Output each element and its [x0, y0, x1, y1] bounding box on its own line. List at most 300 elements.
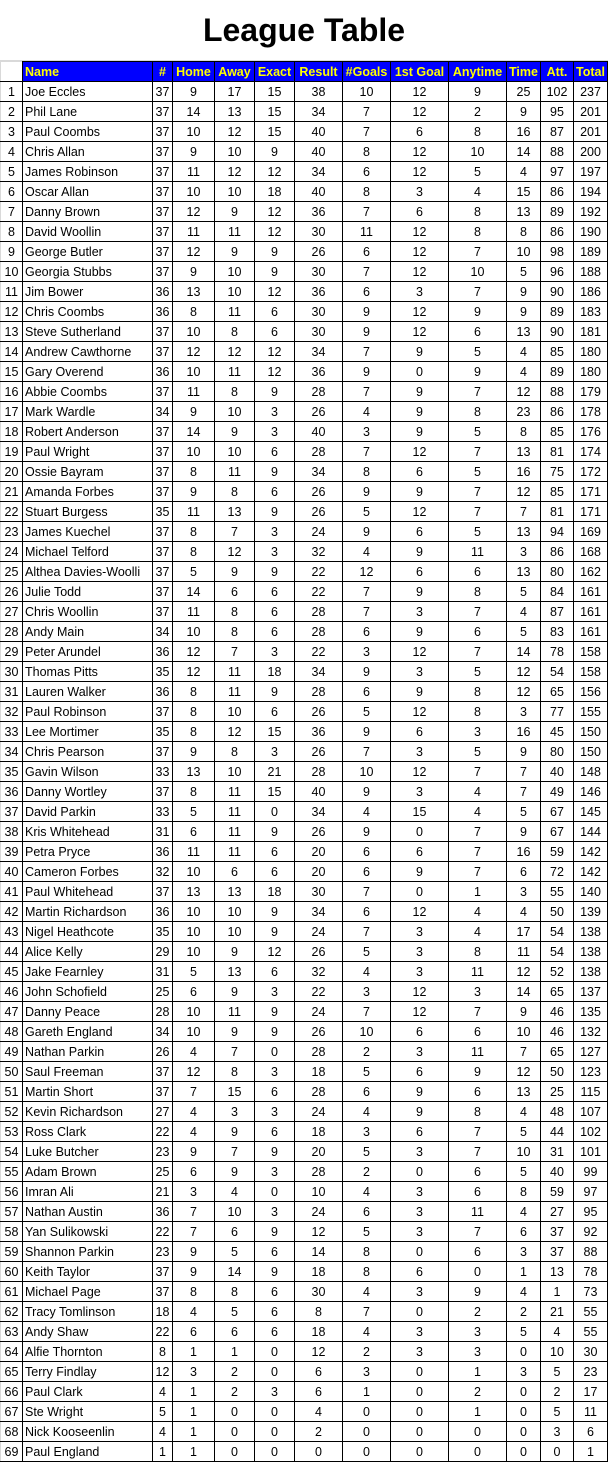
table-row [1, 1362, 608, 1382]
stat-cell: 28 [295, 442, 343, 462]
stat-cell: 7 [343, 602, 391, 622]
stat-cell: 15 [255, 82, 295, 102]
stat-cell: 31 [153, 822, 173, 842]
stat-cell: 3 [391, 922, 449, 942]
stat-cell: 11 [215, 802, 255, 822]
stat-cell: 145 [574, 802, 608, 822]
stat-cell: 6 [391, 722, 449, 742]
name-cell: Paul Whitehead [23, 882, 153, 902]
rank-cell: 6 [1, 182, 23, 202]
stat-cell: 4 [343, 802, 391, 822]
stat-cell: 37 [153, 462, 173, 482]
stat-cell: 6 [343, 842, 391, 862]
stat-cell: 34 [295, 462, 343, 482]
stat-cell: 6 [391, 1122, 449, 1142]
stat-cell: 6 [343, 682, 391, 702]
stat-cell: 83 [541, 622, 574, 642]
stat-cell: 0 [255, 1402, 295, 1422]
stat-cell: 0 [391, 1422, 449, 1442]
column-header: Total [574, 62, 608, 82]
stat-cell: 6 [173, 1322, 215, 1342]
stat-cell: 28 [295, 1082, 343, 1102]
stat-cell: 6 [343, 902, 391, 922]
stat-cell: 87 [541, 122, 574, 142]
stat-cell: 20 [295, 1142, 343, 1162]
stat-cell: 1 [449, 882, 507, 902]
stat-cell: 11 [173, 162, 215, 182]
name-cell: Saul Freeman [23, 1062, 153, 1082]
rank-cell: 19 [1, 442, 23, 462]
stat-cell: 8 [215, 602, 255, 622]
stat-cell: 94 [541, 522, 574, 542]
stat-cell: 3 [255, 982, 295, 1002]
table-row [1, 1202, 608, 1222]
rank-cell: 1 [1, 82, 23, 102]
table-row [1, 142, 608, 162]
stat-cell: 9 [173, 482, 215, 502]
stat-cell: 6 [255, 302, 295, 322]
stat-cell: 10 [173, 902, 215, 922]
stat-cell: 12 [391, 702, 449, 722]
stat-cell: 4 [343, 1322, 391, 1342]
table-row [1, 322, 608, 342]
name-cell: Abbie Coombs [23, 382, 153, 402]
stat-cell: 50 [541, 902, 574, 922]
stat-cell: 10 [173, 122, 215, 142]
stat-cell: 12 [255, 282, 295, 302]
stat-cell: 26 [295, 242, 343, 262]
table-row [1, 1182, 608, 1202]
stat-cell: 12 [391, 162, 449, 182]
stat-cell: 12 [255, 342, 295, 362]
stat-cell: 7 [449, 442, 507, 462]
rank-cell: 28 [1, 622, 23, 642]
stat-cell: 0 [255, 802, 295, 822]
name-cell: Terry Findlay [23, 1362, 153, 1382]
stat-cell: 150 [574, 722, 608, 742]
table-row [1, 842, 608, 862]
stat-cell: 5 [173, 802, 215, 822]
stat-cell: 3 [507, 542, 541, 562]
name-cell: Ross Clark [23, 1122, 153, 1142]
rank-cell: 14 [1, 342, 23, 362]
stat-cell: 8 [215, 482, 255, 502]
stat-cell: 0 [255, 1182, 295, 1202]
stat-cell: 27 [541, 1202, 574, 1222]
name-cell: James Kuechel [23, 522, 153, 542]
stat-cell: 4 [173, 1102, 215, 1122]
stat-cell: 5 [507, 1322, 541, 1342]
rank-cell: 68 [1, 1422, 23, 1442]
table-row [1, 582, 608, 602]
rank-cell: 67 [1, 1402, 23, 1422]
stat-cell: 37 [153, 342, 173, 362]
stat-cell: 1 [153, 1442, 173, 1462]
stat-cell: 8 [449, 682, 507, 702]
rank-cell: 50 [1, 1062, 23, 1082]
stat-cell: 12 [173, 202, 215, 222]
stat-cell: 9 [507, 302, 541, 322]
stat-cell: 4 [507, 1202, 541, 1222]
name-cell: George Butler [23, 242, 153, 262]
stat-cell: 12 [391, 762, 449, 782]
stat-cell: 9 [255, 382, 295, 402]
rank-cell: 7 [1, 202, 23, 222]
stat-cell: 9 [507, 822, 541, 842]
stat-cell: 1 [449, 1402, 507, 1422]
table-row [1, 762, 608, 782]
name-cell: Mark Wardle [23, 402, 153, 422]
rank-cell: 43 [1, 922, 23, 942]
stat-cell: 12 [507, 382, 541, 402]
stat-cell: 3 [507, 1362, 541, 1382]
stat-cell: 14 [215, 1262, 255, 1282]
stat-cell: 12 [255, 222, 295, 242]
stat-cell: 8 [173, 782, 215, 802]
stat-cell: 36 [153, 362, 173, 382]
name-cell: Ste Wright [23, 1402, 153, 1422]
stat-cell: 7 [449, 602, 507, 622]
table-row [1, 602, 608, 622]
stat-cell: 0 [507, 1422, 541, 1442]
stat-cell: 3 [255, 1062, 295, 1082]
table-row [1, 1162, 608, 1182]
stat-cell: 8 [343, 1262, 391, 1282]
stat-cell: 9 [215, 982, 255, 1002]
rank-cell: 25 [1, 562, 23, 582]
stat-cell: 3 [391, 182, 449, 202]
stat-cell: 81 [541, 442, 574, 462]
column-header: Time [507, 62, 541, 82]
stat-cell: 142 [574, 842, 608, 862]
stat-cell: 10 [215, 262, 255, 282]
stat-cell: 10 [449, 262, 507, 282]
stat-cell: 3 [449, 1342, 507, 1362]
stat-cell: 11 [449, 542, 507, 562]
rank-cell: 20 [1, 462, 23, 482]
stat-cell: 89 [541, 362, 574, 382]
stat-cell: 14 [507, 142, 541, 162]
stat-cell: 3 [391, 962, 449, 982]
stat-cell: 3 [449, 982, 507, 1002]
stat-cell: 3 [391, 1222, 449, 1242]
stat-cell: 12 [391, 142, 449, 162]
stat-cell: 9 [255, 902, 295, 922]
stat-cell: 3 [391, 1142, 449, 1162]
stat-cell: 9 [449, 1062, 507, 1082]
stat-cell: 20 [295, 842, 343, 862]
stat-cell: 5 [343, 1142, 391, 1162]
stat-cell: 86 [541, 542, 574, 562]
name-cell: Alfie Thornton [23, 1342, 153, 1362]
table-row [1, 1322, 608, 1342]
stat-cell: 37 [153, 1062, 173, 1082]
rank-cell: 4 [1, 142, 23, 162]
stat-cell: 10 [215, 142, 255, 162]
stat-cell: 1 [173, 1422, 215, 1442]
stat-cell: 179 [574, 382, 608, 402]
stat-cell: 7 [173, 1202, 215, 1222]
table-row [1, 742, 608, 762]
stat-cell: 150 [574, 742, 608, 762]
stat-cell: 0 [391, 1442, 449, 1462]
stat-cell: 11 [215, 782, 255, 802]
stat-cell: 7 [507, 782, 541, 802]
stat-cell: 9 [255, 1142, 295, 1162]
rank-cell: 33 [1, 722, 23, 742]
stat-cell: 40 [541, 1162, 574, 1182]
stat-cell: 5 [173, 562, 215, 582]
rank-cell: 66 [1, 1382, 23, 1402]
stat-cell: 15 [255, 102, 295, 122]
stat-cell: 12 [391, 82, 449, 102]
stat-cell: 37 [541, 1242, 574, 1262]
rank-cell: 15 [1, 362, 23, 382]
stat-cell: 7 [173, 1222, 215, 1242]
stat-cell: 189 [574, 242, 608, 262]
name-cell: Kevin Richardson [23, 1102, 153, 1122]
stat-cell: 37 [153, 102, 173, 122]
stat-cell: 3 [255, 542, 295, 562]
stat-cell: 8 [215, 742, 255, 762]
stat-cell: 7 [449, 1142, 507, 1162]
stat-cell: 11 [507, 942, 541, 962]
stat-cell: 0 [391, 362, 449, 382]
stat-cell: 158 [574, 662, 608, 682]
stat-cell: 16 [507, 462, 541, 482]
stat-cell: 3 [255, 742, 295, 762]
stat-cell: 201 [574, 122, 608, 142]
stat-cell: 6 [255, 482, 295, 502]
stat-cell: 10 [507, 242, 541, 262]
stat-cell: 3 [391, 942, 449, 962]
stat-cell: 6 [391, 122, 449, 142]
stat-cell: 15 [391, 802, 449, 822]
stat-cell: 6 [449, 1242, 507, 1262]
stat-cell: 5 [449, 462, 507, 482]
stat-cell: 9 [449, 302, 507, 322]
stat-cell: 11 [215, 842, 255, 862]
stat-cell: 6 [391, 1022, 449, 1042]
stat-cell: 34 [153, 402, 173, 422]
stat-cell: 10 [215, 702, 255, 722]
name-cell: Yan Sulikowski [23, 1222, 153, 1242]
stat-cell: 12 [173, 662, 215, 682]
rank-cell: 38 [1, 822, 23, 842]
name-cell: Stuart Burgess [23, 502, 153, 522]
stat-cell: 6 [255, 1122, 295, 1142]
stat-cell: 4 [507, 902, 541, 922]
name-cell: Lauren Walker [23, 682, 153, 702]
name-cell: Keith Taylor [23, 1262, 153, 1282]
stat-cell: 4 [343, 1282, 391, 1302]
stat-cell: 4 [153, 1382, 173, 1402]
stat-cell: 40 [295, 782, 343, 802]
stat-cell: 6 [343, 622, 391, 642]
stat-cell: 12 [173, 342, 215, 362]
stat-cell: 12 [295, 1222, 343, 1242]
stat-cell: 21 [153, 1182, 173, 1202]
stat-cell: 7 [343, 262, 391, 282]
stat-cell: 5 [215, 1242, 255, 1262]
table-row [1, 1442, 608, 1462]
stat-cell: 34 [295, 102, 343, 122]
table-row [1, 1382, 608, 1402]
table-row [1, 1042, 608, 1062]
stat-cell: 12 [391, 642, 449, 662]
stat-cell: 161 [574, 582, 608, 602]
stat-cell: 11 [173, 842, 215, 862]
stat-cell: 0 [449, 1262, 507, 1282]
stat-cell: 3 [391, 742, 449, 762]
stat-cell: 46 [541, 1002, 574, 1022]
stat-cell: 132 [574, 1022, 608, 1042]
stat-cell: 5 [507, 1122, 541, 1142]
stat-cell: 6 [255, 1302, 295, 1322]
stat-cell: 171 [574, 482, 608, 502]
stat-cell: 15 [255, 722, 295, 742]
stat-cell: 1 [507, 1262, 541, 1282]
stat-cell: 87 [541, 602, 574, 622]
name-cell: James Robinson [23, 162, 153, 182]
stat-cell: 10 [173, 862, 215, 882]
table-row [1, 702, 608, 722]
rank-cell: 31 [1, 682, 23, 702]
stat-cell: 6 [255, 842, 295, 862]
stat-cell: 8 [173, 1282, 215, 1302]
stat-cell: 12 [215, 162, 255, 182]
stat-cell: 12 [255, 202, 295, 222]
stat-cell: 0 [507, 1442, 541, 1462]
rank-cell: 17 [1, 402, 23, 422]
name-cell: Ossie Bayram [23, 462, 153, 482]
stat-cell: 13 [173, 882, 215, 902]
stat-cell: 3 [391, 662, 449, 682]
stat-cell: 11 [215, 682, 255, 702]
stat-cell: 1 [173, 1342, 215, 1362]
stat-cell: 11 [449, 1202, 507, 1222]
stat-cell: 6 [295, 1382, 343, 1402]
stat-cell: 9 [255, 822, 295, 842]
stat-cell: 8 [449, 222, 507, 242]
stat-cell: 33 [153, 762, 173, 782]
stat-cell: 0 [295, 1442, 343, 1462]
table-row [1, 182, 608, 202]
name-cell: Tracy Tomlinson [23, 1302, 153, 1322]
stat-cell: 6 [449, 1082, 507, 1102]
stat-cell: 3 [255, 1382, 295, 1402]
stat-cell: 7 [343, 122, 391, 142]
stat-cell: 24 [295, 922, 343, 942]
stat-cell: 22 [295, 642, 343, 662]
stat-cell: 9 [391, 1082, 449, 1102]
stat-cell: 37 [153, 542, 173, 562]
stat-cell: 8 [343, 462, 391, 482]
stat-cell: 7 [449, 1002, 507, 1022]
stat-cell: 4 [295, 1402, 343, 1422]
stat-cell: 4 [507, 162, 541, 182]
stat-cell: 13 [215, 502, 255, 522]
stat-cell: 0 [343, 1442, 391, 1462]
stat-cell: 6 [215, 582, 255, 602]
stat-cell: 142 [574, 862, 608, 882]
stat-cell: 127 [574, 1042, 608, 1062]
stat-cell: 37 [153, 562, 173, 582]
stat-cell: 13 [541, 1262, 574, 1282]
stat-cell: 33 [153, 802, 173, 822]
stat-cell: 34 [153, 1022, 173, 1042]
stat-cell: 9 [215, 242, 255, 262]
stat-cell: 96 [541, 262, 574, 282]
stat-cell: 13 [507, 202, 541, 222]
table-body [1, 82, 608, 1462]
stat-cell: 1 [173, 1442, 215, 1462]
table-row [1, 1402, 608, 1422]
stat-cell: 25 [507, 82, 541, 102]
stat-cell: 11 [574, 1402, 608, 1422]
stat-cell: 18 [295, 1262, 343, 1282]
table-row [1, 802, 608, 822]
stat-cell: 11 [449, 962, 507, 982]
stat-cell: 44 [541, 1122, 574, 1142]
stat-cell: 15 [507, 182, 541, 202]
stat-cell: 186 [574, 282, 608, 302]
stat-cell: 15 [255, 122, 295, 142]
stat-cell: 49 [541, 782, 574, 802]
stat-cell: 0 [541, 1442, 574, 1462]
stat-cell: 12 [507, 662, 541, 682]
stat-cell: 85 [541, 482, 574, 502]
stat-cell: 36 [295, 282, 343, 302]
stat-cell: 37 [153, 242, 173, 262]
table-row [1, 642, 608, 662]
rank-cell: 64 [1, 1342, 23, 1362]
stat-cell: 7 [215, 642, 255, 662]
stat-cell: 8 [173, 462, 215, 482]
stat-cell: 9 [215, 562, 255, 582]
stat-cell: 9 [343, 722, 391, 742]
stat-cell: 98 [541, 242, 574, 262]
stat-cell: 138 [574, 962, 608, 982]
stat-cell: 9 [173, 402, 215, 422]
stat-cell: 5 [541, 1362, 574, 1382]
stat-cell: 26 [295, 1022, 343, 1042]
stat-cell: 138 [574, 942, 608, 962]
stat-cell: 48 [541, 1102, 574, 1122]
stat-cell: 16 [507, 122, 541, 142]
stat-cell: 26 [295, 822, 343, 842]
stat-cell: 11 [173, 222, 215, 242]
stat-cell: 5 [449, 522, 507, 542]
stat-cell: 7 [215, 1142, 255, 1162]
rank-cell: 53 [1, 1122, 23, 1142]
name-cell: Phil Lane [23, 102, 153, 122]
stat-cell: 3 [391, 1342, 449, 1362]
stat-cell: 18 [255, 882, 295, 902]
stat-cell: 6 [255, 862, 295, 882]
table-row [1, 362, 608, 382]
stat-cell: 0 [391, 822, 449, 842]
table-row [1, 862, 608, 882]
table-row [1, 622, 608, 642]
stat-cell: 72 [541, 862, 574, 882]
stat-cell: 7 [343, 882, 391, 902]
rank-cell: 37 [1, 802, 23, 822]
rank-cell: 30 [1, 662, 23, 682]
stat-cell: 3 [507, 1242, 541, 1262]
stat-cell: 25 [153, 982, 173, 1002]
stat-cell: 22 [295, 982, 343, 1002]
